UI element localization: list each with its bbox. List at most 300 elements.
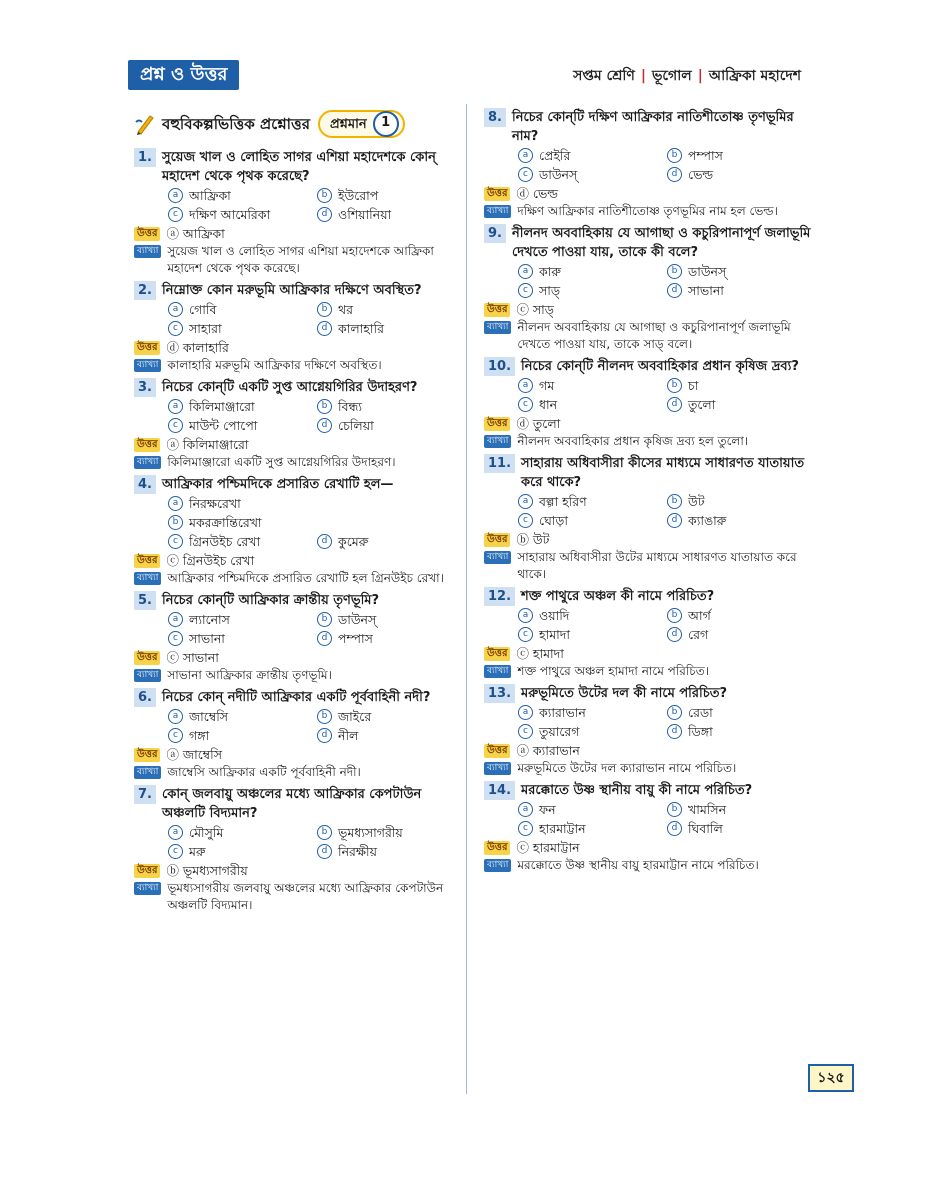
question-item: [134, 281, 466, 374]
explanation-text: ভূমধ্যসাগরীয় জলবায়ু অঞ্চলের মধ্যে আফ্রিকার কেপটাউন অঞ্চলটি বিদ্যমান।: [167, 881, 444, 912]
option: [317, 300, 466, 319]
option-text: ইউরোপ: [338, 188, 379, 203]
option-text: মরু: [189, 844, 206, 859]
answer-text: ⓐ আফ্রিকা: [166, 226, 225, 241]
answer-row: [134, 648, 466, 667]
option-text: ধান: [539, 397, 558, 412]
explanation-row: [134, 764, 466, 781]
question-number: 2.: [134, 281, 156, 300]
answer-tag: উত্তর: [134, 554, 160, 568]
option-text: পম্পাস: [688, 148, 723, 163]
option-letter-icon: c: [168, 844, 183, 859]
option-letter-icon: b: [317, 302, 332, 317]
option-letter-icon: a: [168, 825, 183, 840]
question-text: নিচের কোন্‌টি একটি সুপ্ত আগ্নেয়গিরির উদাহরণ?: [161, 380, 418, 395]
section-title: বহুবিকল্পভিত্তিক প্রশ্নোত্তর: [162, 114, 310, 133]
option-letter-icon: a: [518, 494, 533, 509]
option-text: কারু: [539, 264, 561, 279]
answer-text: ⓒ সাড্: [516, 302, 555, 317]
option: [518, 819, 667, 838]
option: [168, 300, 317, 319]
option-text: রেডা: [688, 705, 713, 720]
option-text: বিন্ধ্য: [338, 399, 363, 414]
options-grid: [484, 606, 816, 644]
option: [317, 707, 466, 726]
option: [667, 281, 816, 300]
option-letter-icon: c: [168, 207, 183, 222]
answer-text: ⓓ ভেল্ড: [516, 186, 559, 201]
option: [518, 511, 667, 530]
option: [667, 395, 816, 414]
option: [317, 205, 466, 224]
option-letter-icon: d: [667, 724, 682, 739]
explanation-text: মরুভূমিতে উটের দল ক্যারাভান নামে পরিচিত।: [517, 761, 737, 775]
option-text: নিরক্ষীয়: [338, 844, 377, 859]
options-list: [134, 494, 466, 532]
options-grid: [134, 300, 466, 338]
option-text: সাভানা: [688, 283, 724, 298]
question-text: নিচের কোন্‌টি আফ্রিকার ক্রান্তীয় তৃণভূমি?: [161, 593, 380, 608]
answer-row: [484, 530, 816, 549]
option-text: চেলিয়া: [338, 418, 374, 433]
answer-tag: উত্তর: [484, 303, 510, 317]
answer-text: ⓓ কালাহারি: [166, 340, 229, 355]
option: [317, 186, 466, 205]
explanation-row: [134, 454, 466, 471]
option: [518, 165, 667, 184]
question-number: 13.: [484, 684, 515, 703]
option-text: নীল: [338, 728, 359, 743]
explanation-text: সাভানা আফ্রিকার ক্রান্তীয় তৃণভূমি।: [167, 668, 332, 682]
question-line: [484, 781, 816, 800]
option-text: ওশিয়ানিয়া: [338, 207, 392, 222]
option-letter-icon: c: [518, 283, 533, 298]
question-text: নিচের কোন্‌টি নীলনদ অববাহিকার প্রধান কৃষিজ দ্রব্য?: [521, 359, 799, 374]
option-letter-icon: c: [518, 627, 533, 642]
option-text: দক্ষিণ আমেরিকা: [189, 207, 271, 222]
option-text: মাউন্ট পোপো: [189, 418, 258, 433]
option-letter-icon: c: [168, 534, 183, 549]
answer-row: [484, 644, 816, 663]
question-line: [484, 684, 816, 703]
question-line: [134, 281, 466, 300]
option-letter-icon: d: [667, 167, 682, 182]
option-text: তুলো: [688, 397, 716, 412]
option-text: গোবি: [189, 302, 217, 317]
explanation-row: [484, 433, 816, 450]
option: [168, 726, 317, 745]
option-text: ডাউনস্: [539, 167, 578, 182]
option-text: ডাউনস্: [688, 264, 727, 279]
option-letter-icon: a: [168, 302, 183, 317]
option: [168, 532, 317, 551]
option-letter-icon: c: [168, 631, 183, 646]
options-grid: [134, 823, 466, 861]
option-text: প্রেইরি: [539, 148, 571, 163]
explanation-row: [484, 549, 816, 583]
option-text: পম্পাস: [338, 631, 373, 646]
explanation-text: মরক্কোতে উষ্ণ স্থানীয় বায়ু হারমাট্টান নামে পরিচিত।: [517, 858, 759, 872]
question-line: [484, 587, 816, 606]
answer-row: [484, 300, 816, 319]
option: [667, 703, 816, 722]
question-item: [484, 684, 816, 777]
question-item: [484, 224, 816, 353]
question-line: [134, 785, 466, 823]
answer-tag: উত্তর: [134, 651, 160, 665]
option: [168, 513, 466, 532]
option: [168, 629, 317, 648]
question-text: নিম্নোক্ত কোন মরুভূমি আফ্রিকার দক্ষিণে অবস্থিত?: [161, 283, 422, 298]
marks-number: 1: [373, 111, 399, 137]
option-text: সাভানা: [189, 631, 225, 646]
option-text: তুয়ারেগ: [539, 724, 580, 739]
option-text: মকরক্রান্তিরেখা: [189, 515, 262, 530]
option-letter-icon: c: [518, 513, 533, 528]
question-item: [134, 785, 466, 914]
option: [317, 842, 466, 861]
option: [667, 511, 816, 530]
explanation-text: কিলিমাঞ্জারো একটি সুপ্ত আগ্নেয়গিরির উদাহরণ।: [167, 455, 396, 469]
question-text: মরুভূমিতে উটের দল কী নামে পরিচিত?: [521, 686, 728, 701]
answer-row: [484, 184, 816, 203]
option-text: গ্রিনউইচ রেখা: [189, 534, 261, 549]
question-number: 10.: [484, 357, 515, 376]
question-line: [484, 357, 816, 376]
options-grid: [484, 146, 816, 184]
explanation-text: সাহারায় অধিবাসীরা উটের মাধ্যমে সাধারণত যাতায়াত করে থাকে।: [517, 550, 797, 581]
explanation-text: আফ্রিকার পশ্চিমদিকে প্রসারিত রেখাটি হল গ্রিনউইচ রেখা।: [167, 571, 444, 585]
option: [317, 823, 466, 842]
marks-label: প্রশ্নমান: [329, 116, 367, 132]
option-text: হারমাট্টান: [539, 821, 586, 836]
answer-text: ⓐ কিলিমাঞ্জারো: [166, 437, 249, 452]
question-number: 4.: [134, 475, 156, 494]
explanation-row: [484, 319, 816, 353]
option-letter-icon: d: [317, 844, 332, 859]
option-letter-icon: c: [168, 321, 183, 336]
option-letter-icon: a: [168, 496, 183, 511]
option-letter-icon: b: [168, 515, 183, 530]
explanation-tag: ব্যাখ্যা: [484, 321, 511, 334]
explanation-row: [484, 663, 816, 680]
question-number: 3.: [134, 378, 156, 397]
option-text: ডিঙ্গা: [688, 724, 713, 739]
answer-text: ⓑ ভূমধ্যসাগরীয়: [166, 863, 248, 878]
question-item: [484, 357, 816, 450]
answer-tag: উত্তর: [484, 647, 510, 661]
explanation-row: [484, 857, 816, 874]
answer-text: ⓓ তুলো: [516, 416, 561, 431]
option-text: গম: [539, 378, 555, 393]
answer-text: ⓐ জাম্বেসি: [166, 747, 222, 762]
option: [667, 165, 816, 184]
question-text: নিচের কোন্ নদীটি আফ্রিকার একটি পূর্ববাহিনী নদী?: [161, 690, 431, 705]
explanation-text: শক্ত পাথুরে অঞ্চল হামাদা নামে পরিচিত।: [517, 664, 710, 678]
option-text: নিরক্ষরেখা: [189, 496, 241, 511]
breadcrumb: সপ্তম শ্রেণি | ভূগোল | আফ্রিকা মহাদেশ: [573, 68, 801, 84]
answer-text: ⓑ উট: [516, 532, 550, 547]
option-letter-icon: a: [168, 188, 183, 203]
option: [518, 146, 667, 165]
option: [317, 416, 466, 435]
option: [317, 397, 466, 416]
answer-row: [484, 414, 816, 433]
option-letter-icon: b: [667, 608, 682, 623]
option-letter-icon: b: [667, 378, 682, 393]
explanation-tag: ব্যাখ্যা: [134, 669, 161, 682]
option-text: খামসিন: [688, 802, 727, 817]
option: [667, 606, 816, 625]
option-letter-icon: d: [667, 283, 682, 298]
option: [518, 492, 667, 511]
right-column: [484, 108, 816, 878]
option: [168, 610, 317, 629]
question-text: সাহারায় অধিবাসীরা কীসের মাধ্যমে সাধারণত যাতায়াত করে থাকে?: [521, 456, 805, 490]
question-line: [134, 591, 466, 610]
option-letter-icon: d: [317, 321, 332, 336]
question-line: [484, 108, 816, 146]
explanation-tag: ব্যাখ্যা: [134, 456, 161, 469]
question-text: কোন্ জলবায়ু অঞ্চলের মধ্যে আফ্রিকার কেপটাউন অঞ্চলটি বিদ্যমান?: [161, 787, 422, 821]
column-divider: [466, 104, 467, 1094]
question-number: 14.: [484, 781, 515, 800]
option-letter-icon: d: [667, 397, 682, 412]
option: [518, 606, 667, 625]
option-text: কিলিমাঞ্জারো: [189, 399, 255, 414]
question-text: সুয়েজ খাল ও লোহিত সাগর এশিয়া মহাদেশকে কোন্ মহাদেশ থেকে পৃথক করেছে?: [161, 150, 436, 184]
option-letter-icon: d: [317, 418, 332, 433]
answer-row: [134, 745, 466, 764]
answer-row: [484, 741, 816, 760]
option-text: আর্গ: [688, 608, 711, 623]
option-letter-icon: a: [518, 378, 533, 393]
option: [667, 146, 816, 165]
option: [168, 397, 317, 416]
question-item: [484, 108, 816, 220]
explanation-tag: ব্যাখ্যা: [134, 882, 161, 895]
option-letter-icon: b: [317, 825, 332, 840]
option: [168, 823, 317, 842]
option-text: বল্গা হরিণ: [539, 494, 587, 509]
explanation-tag: ব্যাখ্যা: [484, 859, 511, 872]
option: [518, 281, 667, 300]
option-text: ওয়াদি: [539, 608, 570, 623]
explanation-tag: ব্যাখ্যা: [484, 762, 511, 775]
question-line: [134, 688, 466, 707]
question-number: 9.: [484, 224, 506, 243]
option-text: মৌসুমি: [189, 825, 224, 840]
answer-row: [134, 861, 466, 880]
option-text: ঘিবালি: [688, 821, 723, 836]
option: [518, 703, 667, 722]
option: [317, 532, 466, 551]
section-label: প্রশ্ন ও উত্তর: [128, 60, 239, 90]
question-item: [134, 591, 466, 684]
explanation-row: [134, 243, 466, 277]
option: [667, 722, 816, 741]
question-line: [134, 378, 466, 397]
answer-text: ⓒ হামাদা: [516, 646, 564, 661]
question-number: 7.: [134, 785, 156, 804]
answer-row: [134, 224, 466, 243]
options-grid: [484, 800, 816, 838]
pen-icon: [134, 112, 156, 136]
option-letter-icon: c: [518, 724, 533, 739]
explanation-tag: ব্যাখ্যা: [134, 572, 161, 585]
explanation-row: [134, 357, 466, 374]
option-letter-icon: d: [667, 821, 682, 836]
answer-tag: উত্তর: [134, 864, 160, 878]
option-letter-icon: b: [667, 802, 682, 817]
option: [518, 262, 667, 281]
option-text: ভূমধ্যসাগরীয়: [338, 825, 403, 840]
question-line: [484, 454, 816, 492]
option: [317, 629, 466, 648]
option-text: ডাউনস্: [338, 612, 377, 627]
option: [168, 842, 317, 861]
section-heading: [134, 108, 466, 140]
option-text: ভেল্ড: [688, 167, 714, 182]
option-text: রেগ: [688, 627, 709, 642]
question-item: [484, 587, 816, 680]
option: [317, 726, 466, 745]
options-grid: [484, 703, 816, 741]
option-text: ঘোড়া: [539, 513, 568, 528]
option-letter-icon: c: [518, 821, 533, 836]
option: [317, 319, 466, 338]
option-letter-icon: a: [518, 802, 533, 817]
option: [168, 186, 317, 205]
answer-tag: উত্তর: [134, 748, 160, 762]
option-letter-icon: d: [317, 534, 332, 549]
option-letter-icon: d: [317, 631, 332, 646]
explanation-row: [484, 760, 816, 777]
option-letter-icon: d: [667, 627, 682, 642]
option-text: আফ্রিকা: [189, 188, 231, 203]
option: [168, 707, 317, 726]
question-text: নিচের কোন্‌টি দক্ষিণ আফ্রিকার নাতিশীতোষ্ণ তৃণভূমির নাম?: [511, 110, 794, 144]
option-letter-icon: b: [317, 188, 332, 203]
explanation-text: নীলনদ অববাহিকায় যে আগাছা ও কচুরিপানাপূর্ণ জলাভূমি দেখতে পাওয়া যায়, তাকে সাড্ বলে।: [517, 320, 791, 351]
options-grid: [134, 532, 466, 551]
option-letter-icon: a: [518, 705, 533, 720]
answer-tag: উত্তর: [484, 417, 510, 431]
question-line: [484, 224, 816, 262]
question-item: [134, 148, 466, 277]
question-item: [134, 378, 466, 471]
explanation-text: সুয়েজ খাল ও লোহিত সাগর এশিয়া মহাদেশকে আফ্রিকা মহাদেশ থেকে পৃথক করেছে।: [167, 244, 434, 275]
explanation-tag: ব্যাখ্যা: [134, 245, 161, 258]
option-letter-icon: c: [518, 167, 533, 182]
explanation-tag: ব্যাখ্যা: [484, 665, 511, 678]
option-text: সাহারা: [189, 321, 222, 336]
answer-tag: উত্তর: [134, 341, 160, 355]
question-text: আফ্রিকার পশ্চিমদিকে প্রসারিত রেখাটি হল—: [161, 477, 394, 492]
explanation-row: [134, 570, 466, 587]
explanation-text: কালাহারি মরুভূমি আফ্রিকার দক্ষিণে অবস্থিত।: [167, 358, 382, 372]
question-number: 1.: [134, 148, 156, 167]
explanation-tag: ব্যাখ্যা: [134, 359, 161, 372]
options-grid: [134, 397, 466, 435]
question-number: 8.: [484, 108, 506, 127]
explanation-text: নীলনদ অববাহিকার প্রধান কৃষিজ দ্রব্য হল তুলো।: [517, 434, 749, 448]
option-letter-icon: c: [168, 418, 183, 433]
explanation-text: জাম্বেসি আফ্রিকার একটি পূর্ববাহিনী নদী।: [167, 765, 361, 779]
answer-tag: উত্তর: [134, 438, 160, 452]
answer-tag: উত্তর: [484, 744, 510, 758]
option-letter-icon: c: [168, 728, 183, 743]
option-text: হামাদা: [539, 627, 570, 642]
answer-text: ⓒ গ্রিনউইচ রেখা: [166, 553, 255, 568]
option: [168, 416, 317, 435]
option-letter-icon: b: [667, 494, 682, 509]
question-number: 11.: [484, 454, 515, 473]
options-grid: [134, 610, 466, 648]
question-item: [484, 454, 816, 583]
option: [168, 205, 317, 224]
options-grid: [134, 707, 466, 745]
question-item: [134, 688, 466, 781]
left-column: [134, 108, 466, 918]
answer-tag: উত্তর: [484, 841, 510, 855]
question-line: [134, 475, 466, 494]
breadcrumb-subject: ভূগোল: [651, 68, 692, 84]
option: [667, 262, 816, 281]
question-text: নীলনদ অববাহিকায় যে আগাছা ও কচুরিপানাপূর্ণ জলাভূমি দেখতে পাওয়া যায়, তাকে কী বলে?: [511, 226, 811, 260]
option-letter-icon: b: [317, 709, 332, 724]
explanation-tag: ব্যাখ্যা: [484, 435, 511, 448]
breadcrumb-class: সপ্তম শ্রেণি: [573, 68, 635, 84]
option-letter-icon: b: [317, 399, 332, 414]
answer-tag: উত্তর: [134, 227, 160, 241]
option: [667, 625, 816, 644]
option-text: উট: [688, 494, 705, 509]
explanation-tag: ব্যাখ্যা: [484, 551, 511, 564]
answer-row: [134, 551, 466, 570]
option-text: কুমেরু: [338, 534, 369, 549]
explanation-tag: ব্যাখ্যা: [484, 205, 511, 218]
option: [518, 722, 667, 741]
question-text: শক্ত পাথুরে অঞ্চল কী নামে পরিচিত?: [521, 589, 715, 604]
option-text: কালাহারি: [338, 321, 384, 336]
question-line: [134, 148, 466, 186]
question-text: মরক্কোতে উষ্ণ স্থানীয় বায়ু কী নামে পরিচিত?: [521, 783, 753, 798]
answer-text: ⓒ হারমাট্টান: [516, 840, 580, 855]
option-letter-icon: a: [518, 148, 533, 163]
option-letter-icon: a: [168, 709, 183, 724]
option-text: ক্যারাভান: [539, 705, 586, 720]
option-letter-icon: a: [168, 399, 183, 414]
option-text: ফন: [539, 802, 556, 817]
option-text: ল্যানোস: [189, 612, 230, 627]
option: [518, 395, 667, 414]
question-number: 5.: [134, 591, 156, 610]
answer-text: ⓐ ক্যারাভান: [516, 743, 580, 758]
option-letter-icon: d: [667, 513, 682, 528]
answer-tag: উত্তর: [484, 533, 510, 547]
option-text: ক্যাঙারু: [688, 513, 727, 528]
option-letter-icon: a: [518, 608, 533, 623]
option-text: চা: [688, 378, 699, 393]
marks-pill: [318, 110, 405, 138]
explanation-text: দক্ষিণ আফ্রিকার নাতিশীতোষ্ণ তৃণভূমির নাম হল ভেল্ড।: [517, 204, 778, 218]
option-letter-icon: d: [317, 728, 332, 743]
option: [667, 376, 816, 395]
option-letter-icon: b: [667, 264, 682, 279]
explanation-tag: ব্যাখ্যা: [134, 766, 161, 779]
option: [518, 376, 667, 395]
